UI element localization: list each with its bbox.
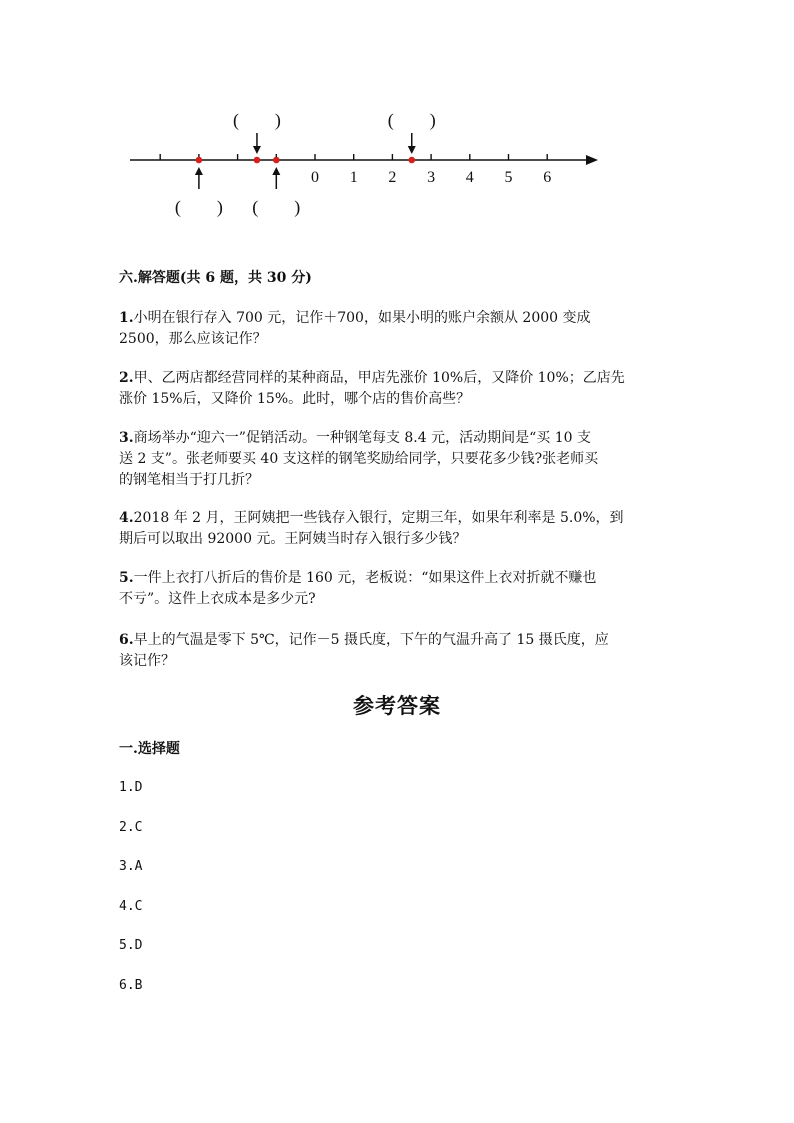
marked-point (273, 157, 280, 164)
question-line (119, 651, 679, 672)
question-text: 一件上衣打八折后的售价是 160 元，老板说：“如果这件上衣对折就不赚也 (133, 570, 597, 586)
question-1 (119, 308, 679, 350)
question-line (119, 508, 679, 529)
answer-section-heading: 一.选择题 (119, 741, 180, 757)
answer-item: 2.C (119, 819, 143, 835)
question-text: 早上的气温是零下 5℃，记作－5 摄氏度，下午的气温升高了 15 摄氏度，应 (133, 632, 609, 648)
question-line (119, 589, 679, 610)
up-arrow-head-icon (195, 167, 203, 175)
question-number: 5. (119, 570, 134, 586)
answer-item: 6.B (119, 978, 143, 993)
tick-label: 4 (465, 169, 474, 186)
number-line-arrowhead (586, 155, 598, 165)
number-line-tick-labels (311, 169, 551, 186)
answer-item: 5.D (119, 938, 143, 954)
question-text: 期后可以取出 92000 元。王阿姨当时存入银行多少钱？ (119, 531, 467, 547)
question-number: 4. (119, 510, 134, 526)
tick-label: 5 (504, 169, 513, 186)
question-4 (119, 508, 679, 550)
question-text: 该记作？ (119, 653, 175, 669)
marked-point (196, 157, 203, 164)
up-arrow-head-icon (272, 167, 280, 175)
tick-label: 0 (311, 169, 319, 186)
question-line (119, 368, 679, 389)
question-line (119, 529, 679, 550)
number-line (0, 0, 794, 240)
number-line-blanks (175, 110, 436, 218)
question-number: 1. (119, 310, 134, 326)
marked-point (254, 157, 261, 164)
question-text: 不亏”。这件上衣成本是多少元? (119, 591, 316, 607)
tick-label: 3 (427, 169, 436, 186)
question-text: 小明在银行存入 700 元，记作＋700，如果小明的账户余额从 2000 变成 (133, 310, 591, 326)
question-line (119, 428, 679, 449)
answer-blank: ( ) (174, 197, 223, 217)
question-5 (119, 568, 679, 610)
question-line (119, 449, 679, 470)
question-number: 6. (119, 632, 134, 648)
question-line (119, 470, 679, 491)
question-text: 涨价 15%后，又降价 15%。此时，哪个店的售价高些？ (119, 391, 471, 407)
tick-label: 2 (388, 169, 397, 186)
question-text: 的钢笔相当于打几折？ (119, 472, 259, 488)
question-2 (119, 368, 679, 410)
question-text: 2018 年 2 月，王阿姨把一些钱存入银行，定期三年，如果年利率是 5.0%，到 (133, 510, 624, 526)
question-text: 送 2 支”。张老师要买 40 支这样的钢笔奖励给同学，只要花多少钱?张老师买 (119, 451, 599, 467)
question-text: 商场举办“迎六一”促销活动。一种钢笔每支 8.4 元，活动期间是“买 10 支 (133, 430, 591, 446)
question-line (119, 568, 679, 589)
question-text: 2500，那么应该记作？ (119, 331, 267, 347)
marked-point (408, 157, 415, 164)
question-line (119, 389, 679, 410)
answer-item: 3.A (119, 859, 143, 875)
answer-blank: ( ) (232, 110, 281, 130)
answer-item: 4.C (119, 898, 143, 914)
section-heading-6: 六.解答题(共 6 题，共 30 分) (119, 270, 312, 286)
answer-title: 参考答案 (353, 693, 441, 718)
answer-blank: ( ) (252, 197, 301, 217)
number-line-ticks (160, 154, 547, 160)
down-arrow-head-icon (408, 146, 416, 154)
question-line (119, 329, 679, 350)
question-line (119, 308, 679, 329)
down-arrow-head-icon (253, 146, 261, 154)
question-6 (119, 630, 679, 672)
tick-label: 6 (543, 169, 552, 186)
question-line (119, 630, 679, 651)
question-text: 甲、乙两店都经营同样的某种商品，甲店先涨价 10%后，又降价 10%；乙店先 (133, 370, 625, 386)
question-number: 3. (119, 430, 134, 446)
question-3 (119, 428, 679, 491)
tick-label: 1 (349, 169, 358, 186)
question-number: 2. (119, 370, 134, 386)
answer-blank: ( ) (387, 110, 436, 130)
number-line-arrows (195, 133, 416, 189)
answer-item: 1.D (119, 780, 143, 795)
